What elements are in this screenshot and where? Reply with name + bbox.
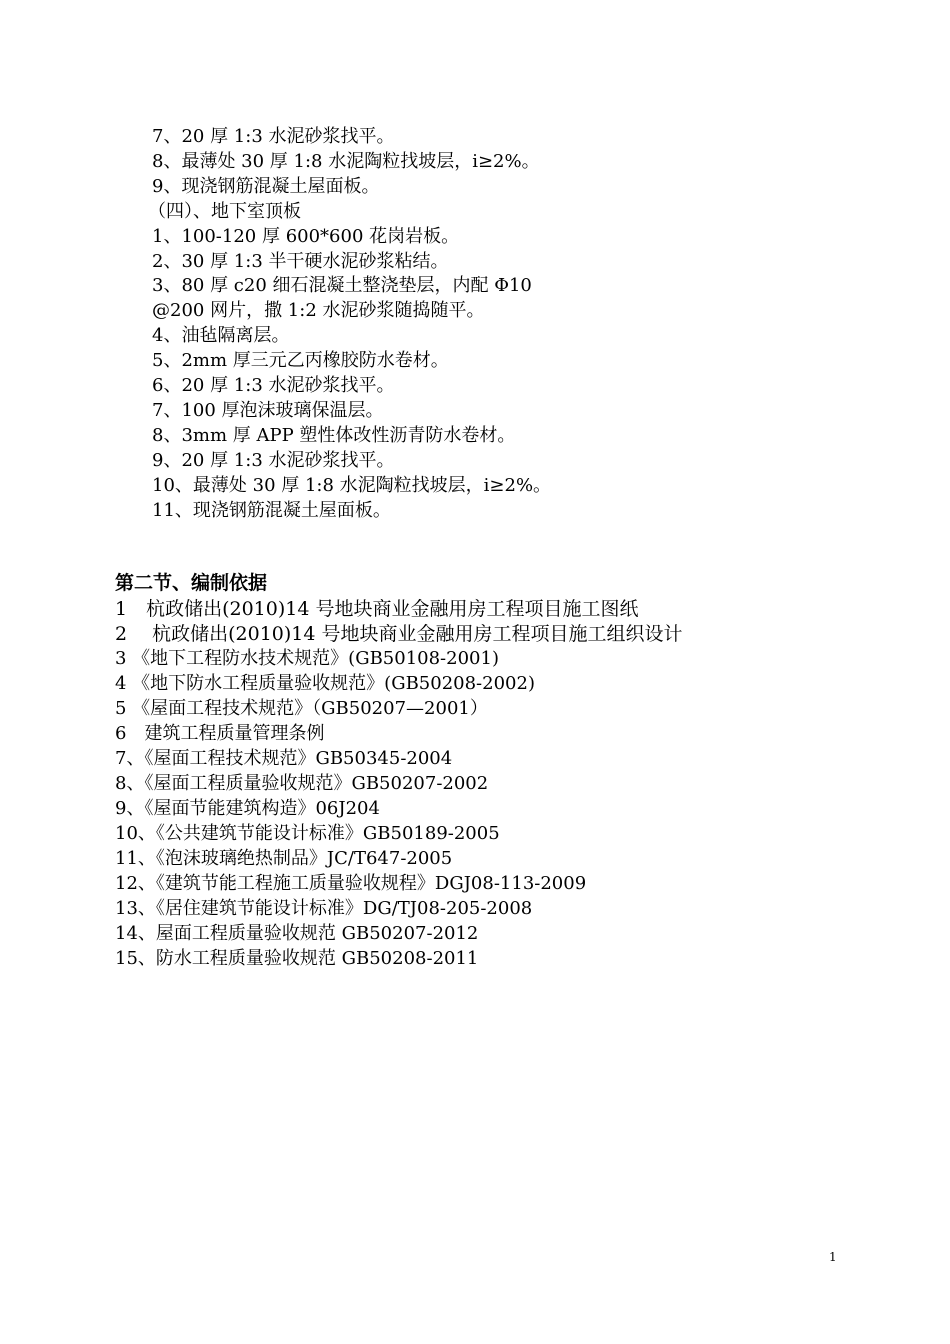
basis-item: 8、《屋面工程质量验收规范》GB50207-2002: [115, 773, 489, 794]
basis-item: 12、《建筑节能工程施工质量验收规程》DGJ08-113-2009: [115, 873, 587, 894]
basis-item: 14、屋面工程质量验收规范 GB50207-2012: [115, 923, 479, 944]
list-line: 6、20 厚 1:3 水泥砂浆找平。: [152, 375, 395, 396]
page-number: 1: [829, 1250, 837, 1264]
section-heading: 第二节、编制依据: [115, 572, 268, 594]
basis-item: 7、《屋面工程技术规范》GB50345-2004: [115, 748, 453, 769]
basis-item: 13、《居住建筑节能设计标准》DG/TJ08-205-2008: [115, 898, 533, 919]
list-line: 5、2mm 厚三元乙丙橡胶防水卷材。: [152, 350, 449, 371]
basis-item: 15、防水工程质量验收规范 GB50208-2011: [115, 948, 479, 969]
list-line: 8、3mm 厚 APP 塑性体改性沥青防水卷材。: [152, 425, 516, 446]
list-line: 9、现浇钢筋混凝土屋面板。: [152, 176, 380, 197]
basis-item: 10、《公共建筑节能设计标准》GB50189-2005: [115, 823, 500, 844]
list-line: 7、20 厚 1:3 水泥砂浆找平。: [152, 126, 395, 147]
list-line: 7、100 厚泡沫玻璃保温层。: [152, 400, 384, 421]
subsection-title: （四）、地下室顶板: [148, 201, 301, 222]
list-line: 1、100-120 厚 600*600 花岗岩板。: [152, 226, 460, 247]
basis-item: 2 杭政储出(2010)14 号地块商业金融用房工程项目施工组织设计: [115, 623, 683, 645]
basis-item: 3 《地下工程防水技术规范》(GB50108-2001): [115, 648, 499, 669]
basis-item: 6 建筑工程质量管理条例: [115, 723, 325, 744]
list-line: @200 网片，撒 1:2 水泥砂浆随捣随平。: [152, 300, 485, 321]
basis-item: 11、《泡沫玻璃绝热制品》JC/T647-2005: [115, 848, 453, 869]
list-line: 9、20 厚 1:3 水泥砂浆找平。: [152, 450, 395, 471]
list-line: 8、最薄处 30 厚 1:8 水泥陶粒找坡层，i≥2%。: [152, 151, 540, 172]
list-line: 3、80 厚 c20 细石混凝土整浇垫层，内配 Φ10: [152, 275, 532, 296]
list-line: 11、现浇钢筋混凝土屋面板。: [152, 500, 391, 521]
list-line: 4、油毡隔离层。: [152, 325, 290, 346]
basis-item: 5 《屋面工程技术规范》（GB50207—2001）: [115, 698, 488, 719]
basis-item: 4 《地下防水工程质量验收规范》(GB50208-2002): [115, 673, 535, 694]
list-line: 10、最薄处 30 厚 1:8 水泥陶粒找坡层，i≥2%。: [152, 475, 552, 496]
list-line: 2、30 厚 1:3 半干硬水泥砂浆粘结。: [152, 251, 449, 272]
basis-item: 9、《屋面节能建筑构造》06J204: [115, 798, 380, 819]
basis-item: 1 杭政储出(2010)14 号地块商业金融用房工程项目施工图纸: [115, 598, 639, 620]
